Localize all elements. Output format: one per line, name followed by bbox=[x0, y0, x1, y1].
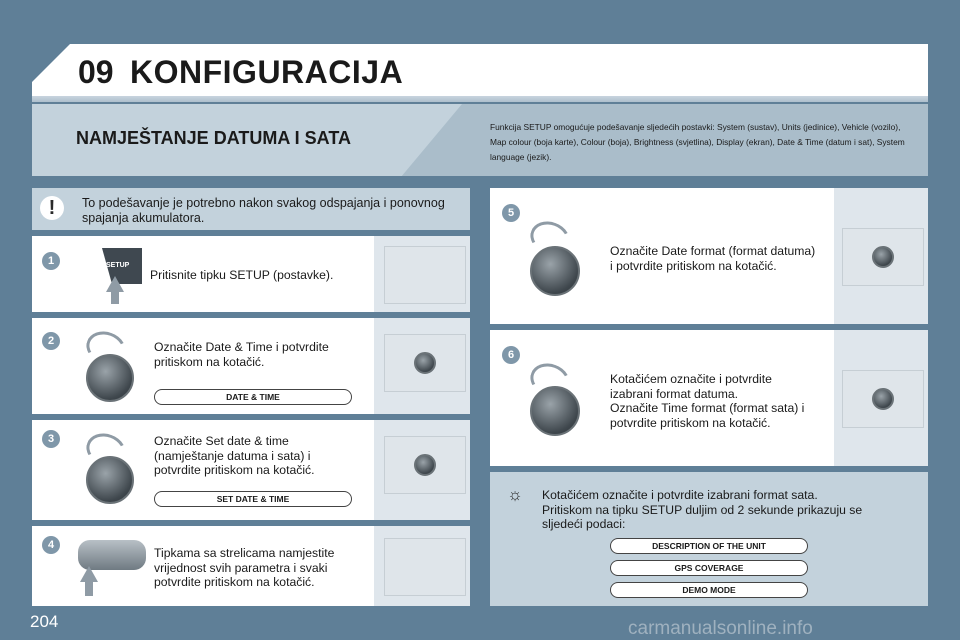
radio-knob-icon bbox=[414, 352, 436, 374]
sun-icon: ☼ bbox=[507, 485, 523, 504]
chapter-number: 09 bbox=[78, 54, 114, 90]
exclamation-icon: ! bbox=[40, 196, 64, 220]
section-intro: Funkcija SETUP omogućuje podešavanje sljedećih postavki: System (sustav), Units (jedinice), Vehicle (vozilo), Map colour (boja karte), Colour (boja), Brightness (svjetlina), Display (ekran), Date & Time (datum i sat), System language (jezik). bbox=[490, 122, 905, 162]
section-title: NAMJEŠTANJE DATUMA I SATA bbox=[76, 128, 352, 148]
tip-text: Kotačićem označite i potvrdite izabrani format sata. Pritiskom na tipku SETUP duljim od 2 sekunde prikazuju se sljedeći podaci: bbox=[542, 488, 863, 531]
step-3-badge: 3 bbox=[42, 430, 60, 448]
step-5-badge: 5 bbox=[502, 204, 520, 222]
step-4-text: Tipkama sa strelicama namjestite vrijednost svih parametra i svaki potvrdite pritiskom na kotačić. bbox=[154, 546, 335, 589]
step-6-text: Kotačićem označite i potvrdite izabrani format datuma. Označite Time format (format sata) i potvrdite pritiskom na kotačić. bbox=[610, 372, 805, 430]
step-1-text: Pritisnite tipku SETUP (postavke). bbox=[150, 268, 334, 282]
header-underline bbox=[32, 96, 928, 102]
chapter-title: KONFIGURACIJA bbox=[130, 54, 404, 90]
step-5-text: Označite Date format (format datuma) i potvrdite pritiskom na kotačić. bbox=[610, 244, 816, 273]
note-text: To podešavanje je potrebno nakon svakog odspajanja i ponovnog spajanja akumulatora. bbox=[82, 196, 445, 225]
press-arrow-stem bbox=[111, 290, 119, 304]
info-demo-mode: DEMO MODE bbox=[610, 582, 808, 598]
knob-icon bbox=[530, 386, 580, 436]
press-arrow-stem bbox=[85, 580, 93, 596]
radio-panel-image bbox=[384, 246, 466, 304]
radio-knob-icon bbox=[872, 388, 894, 410]
knob-icon bbox=[530, 246, 580, 296]
step-3-text: Označite Set date & time (namještanje datuma i sata) i potvrdite pritiskom na kotačić. bbox=[154, 434, 315, 477]
step-6-badge: 6 bbox=[502, 346, 520, 364]
step-2-badge: 2 bbox=[42, 332, 60, 350]
menu-set-date-time: SET DATE & TIME bbox=[154, 491, 352, 507]
radio-panel-image bbox=[384, 538, 466, 596]
setup-key-label: SETUP bbox=[106, 262, 130, 269]
watermark: carmanualsonline.info bbox=[628, 618, 813, 639]
info-gps-coverage: GPS COVERAGE bbox=[610, 560, 808, 576]
radio-knob-icon bbox=[872, 246, 894, 268]
knob-icon bbox=[86, 354, 134, 402]
menu-date-time: DATE & TIME bbox=[154, 389, 352, 405]
info-description-unit: DESCRIPTION OF THE UNIT bbox=[610, 538, 808, 554]
step-1-badge: 1 bbox=[42, 252, 60, 270]
step-4-badge: 4 bbox=[42, 536, 60, 554]
step-2-text: Označite Date & Time i potvrdite pritiskom na kotačić. bbox=[154, 340, 329, 369]
radio-knob-icon bbox=[414, 454, 436, 476]
knob-icon bbox=[86, 456, 134, 504]
page-number: 204 bbox=[30, 612, 59, 631]
